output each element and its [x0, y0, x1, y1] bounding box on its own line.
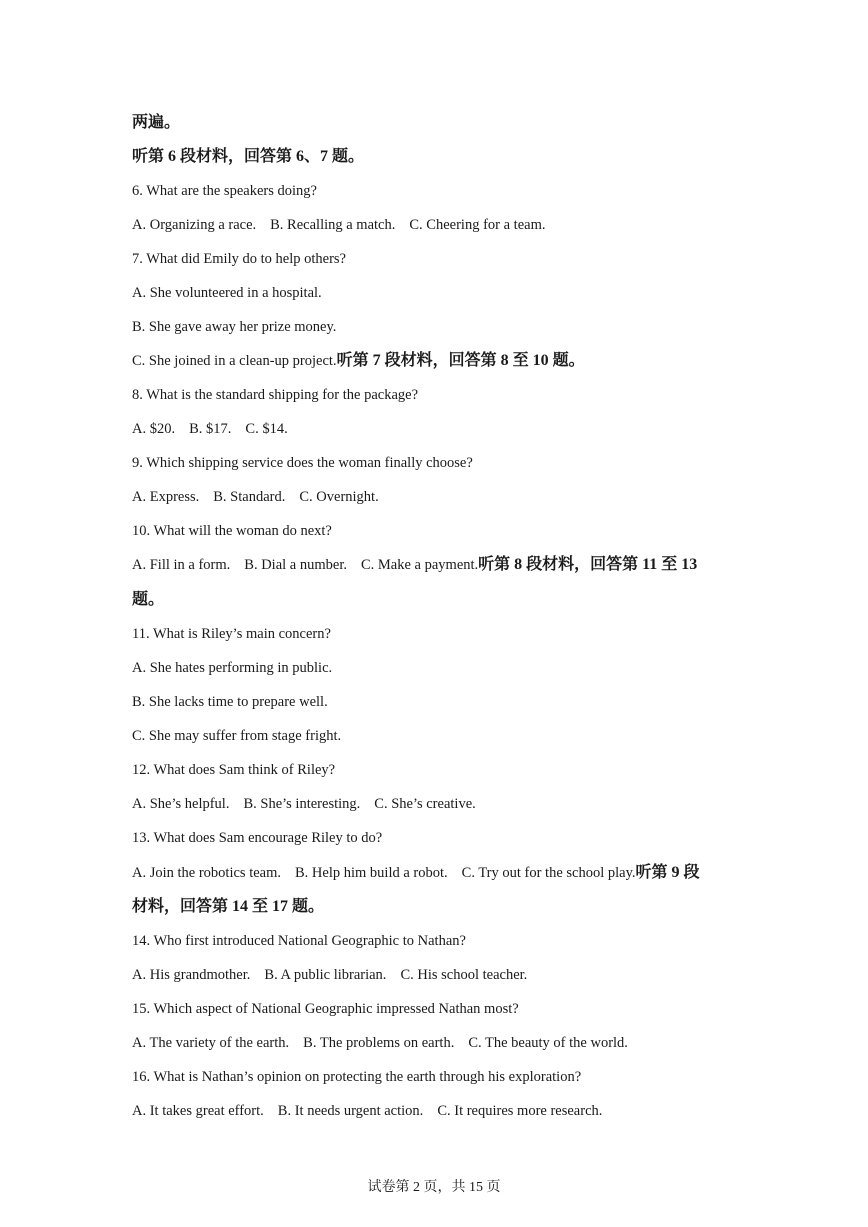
- question-8-options: [132, 419, 742, 439]
- question-7: 7. What did Emily do to help others?: [132, 251, 346, 267]
- option-13b: B. Help him build a robot.: [295, 865, 448, 881]
- option-7c-line: [132, 351, 742, 371]
- option-6b: B. Recalling a match.: [270, 217, 396, 233]
- question-10: 10. What will the woman do next?: [132, 523, 332, 539]
- option-11c: C. She may suffer from stage fright.: [132, 728, 342, 744]
- question-15-options: [132, 1033, 742, 1053]
- question-16-options: [132, 1101, 742, 1121]
- section-heading-7: 听第 7 段材料，回答第 8 至 10 题。: [336, 352, 585, 369]
- option-9b: B. Standard.: [213, 489, 286, 505]
- section-heading-9: 听第 9 段: [635, 864, 700, 881]
- option-9a: A. Express.: [132, 489, 200, 505]
- option-12b: B. She’s interesting.: [243, 796, 361, 812]
- option-8c: C. $14.: [245, 421, 288, 437]
- option-16a: A. It takes great effort.: [132, 1103, 264, 1119]
- question-13: 13. What does Sam encourage Riley to do?: [132, 830, 383, 846]
- option-12a: A. She’s helpful.: [132, 796, 230, 812]
- option-12c: C. She’s creative.: [374, 796, 476, 812]
- section-heading-6: 听第 6 段材料，回答第 6、7 题。: [132, 148, 365, 165]
- question-8: 8. What is the standard shipping for the package?: [132, 387, 419, 403]
- option-7a: A. She volunteered in a hospital.: [132, 285, 322, 301]
- option-6a: A. Organizing a race.: [132, 217, 257, 233]
- option-13a: A. Join the robotics team.: [132, 865, 282, 881]
- section-heading-9-cont: 材料，回答第 14 至 17 题。: [132, 898, 325, 915]
- option-15c: C. The beauty of the world.: [468, 1035, 628, 1051]
- option-11b: B. She lacks time to prepare well.: [132, 694, 328, 710]
- question-10-options: [132, 555, 742, 575]
- question-9-options: [132, 487, 742, 507]
- question-12-options: [132, 794, 742, 814]
- option-9c: C. Overnight.: [299, 489, 379, 505]
- page-footer: 试卷第 2 页，共 15 页: [367, 1180, 501, 1195]
- option-10a: A. Fill in a form.: [132, 557, 231, 573]
- continued-instruction: 两遍。: [132, 114, 181, 131]
- question-16: 16. What is Nathan’s opinion on protecting the earth through his exploration?: [132, 1069, 582, 1085]
- question-9: 9. Which shipping service does the woman finally choose?: [132, 455, 473, 471]
- question-11: 11. What is Riley’s main concern?: [132, 626, 331, 642]
- option-10c: C. Make a payment.: [360, 557, 479, 573]
- section-heading-8: 听第 8 段材料，回答第 11 至 13: [478, 556, 698, 573]
- option-6c: C. Cheering for a team.: [409, 217, 546, 233]
- option-14c: C. His school teacher.: [400, 967, 528, 983]
- option-8b: B. $17.: [189, 421, 232, 437]
- option-11a: A. She hates performing in public.: [132, 660, 333, 676]
- option-8a: A. $20.: [132, 421, 176, 437]
- option-13c: C. Try out for the school play.: [461, 865, 636, 881]
- option-15a: A. The variety of the earth.: [132, 1035, 290, 1051]
- option-7c: C. She joined in a clean-up project.: [132, 353, 337, 369]
- question-6: 6. What are the speakers doing?: [132, 183, 317, 199]
- question-14-options: [132, 965, 742, 985]
- option-15b: B. The problems on earth.: [303, 1035, 455, 1051]
- section-heading-8-cont: 题。: [132, 591, 165, 608]
- question-14: 14. Who first introduced National Geographic to Nathan?: [132, 933, 466, 949]
- question-6-options: [132, 215, 742, 235]
- question-15: 15. Which aspect of National Geographic impressed Nathan most?: [132, 1001, 519, 1017]
- option-16c: C. It requires more research.: [437, 1103, 603, 1119]
- question-13-options: [132, 863, 742, 883]
- option-10b: B. Dial a number.: [244, 557, 347, 573]
- question-12: 12. What does Sam think of Riley?: [132, 762, 336, 778]
- option-16b: B. It needs urgent action.: [277, 1103, 424, 1119]
- option-14b: B. A public librarian.: [264, 967, 387, 983]
- option-7b: B. She gave away her prize money.: [132, 319, 337, 335]
- option-14a: A. His grandmother.: [132, 967, 251, 983]
